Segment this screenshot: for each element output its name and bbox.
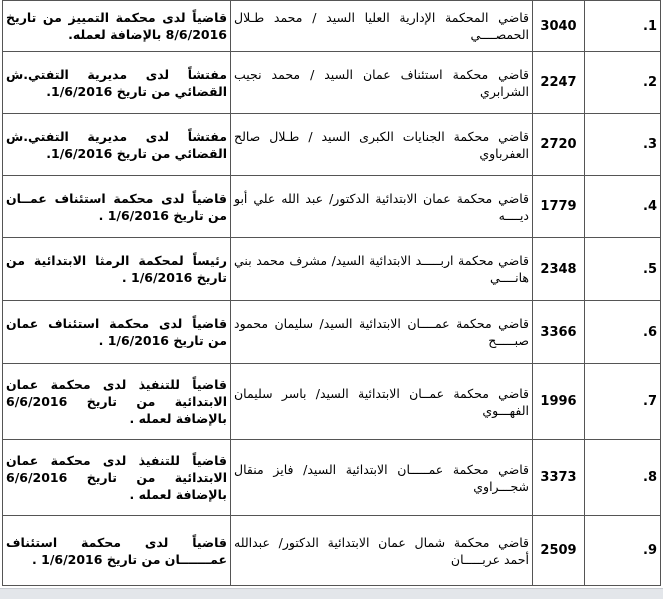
row-number: .4 (585, 176, 661, 238)
judge-id: 1996 (533, 364, 585, 440)
judge-id: 2720 (533, 114, 585, 176)
row-number: .5 (585, 238, 661, 301)
assignment-note: قاضياً لدى محكمة استئناف عمـــــــان من تاريخ 1/6/2016 . (3, 516, 231, 586)
assignment-note: قاضياً للتنفيذ لدى محكمة عمان الابتدائية من تاريخ 6/6/2016 بالإضافة لعمله . (3, 364, 231, 440)
judge-id: 2348 (533, 238, 585, 301)
assignment-note: مفتشاً لدى مديرية التفتي.ش القضائي من تاريخ 1/6/2016. (3, 52, 231, 114)
bottom-scroll-strip[interactable] (0, 588, 663, 599)
row-number: .7 (585, 364, 661, 440)
assignment-note: رئيساً لمحكمة الرمثا الابتدائية من تاريخ 1/6/2016 . (3, 238, 231, 301)
table-row (3, 364, 661, 440)
table-row (3, 176, 661, 238)
judge-name: قاضي محكمة عمــان الابتدائية السيد/ باسر سليمان الفهـــوي (231, 364, 533, 440)
assignment-note: قاضياً للتنفيذ لدى محكمة عمان الابتدائية من تاريخ 6/6/2016 بالإضافة لعمله . (3, 440, 231, 516)
judge-name: قاضي محكمة عمـــــان الابتدائية السيد/ فايز منقال شجـــراوي (231, 440, 533, 516)
table-row (3, 440, 661, 516)
row-number: .1 (585, 1, 661, 52)
judge-id: 3366 (533, 301, 585, 364)
assignment-note: قاضياً لدى محكمة التمييز من تاريخ 8/6/2016 بالإضافة لعمله. (3, 1, 231, 52)
judge-name: قاضي محكمة شمال عمان الابتدائية الدكتور/ عبدالله أحمد عربـــــان (231, 516, 533, 586)
judge-name: قاضي محكمة استئناف عمان السيد / محمد نجيب الشرابري (231, 52, 533, 114)
judge-name: قاضي محكمة اربـــــد الابتدائية السيد/ مشرف محمد بني هانــــي (231, 238, 533, 301)
row-number: .2 (585, 52, 661, 114)
judge-id: 3373 (533, 440, 585, 516)
table-row (3, 238, 661, 301)
table-row (3, 301, 661, 364)
table-row (3, 52, 661, 114)
assignment-note: قاضياً لدى محكمة استئناف عمــان من تاريخ 1/6/2016 . (3, 176, 231, 238)
row-number: .3 (585, 114, 661, 176)
judge-id: 2247 (533, 52, 585, 114)
assignment-note: قاضياً لدى محكمة استئناف عمان من تاريخ 1/6/2016 . (3, 301, 231, 364)
judge-name: قاضي محكمة عمان الابتدائية الدكتور/ عبد الله علي أبو ديــــه (231, 176, 533, 238)
table-row (3, 1, 661, 52)
row-number: .9 (585, 516, 661, 586)
table-row (3, 114, 661, 176)
assignment-note: مفتشاً لدى مديرية التفتي.ش القضائي من تاريخ 1/6/2016. (3, 114, 231, 176)
judge-id: 2509 (533, 516, 585, 586)
judge-name: قاضي محكمة الجنايات الكبرى السيد / طـلال صالح العفرباوي (231, 114, 533, 176)
judges-table (2, 0, 661, 586)
judge-name: قاضي محكمة عمــــان الابتدائية السيد/ سليمان محمود صبـــــح (231, 301, 533, 364)
row-number: .6 (585, 301, 661, 364)
table-row (3, 516, 661, 586)
judge-name: قاضي المحكمة الإدارية العليا السيد / محمد طـلال الحمصــــي (231, 1, 533, 52)
judge-id: 1779 (533, 176, 585, 238)
judge-id: 3040 (533, 1, 585, 52)
row-number: .8 (585, 440, 661, 516)
